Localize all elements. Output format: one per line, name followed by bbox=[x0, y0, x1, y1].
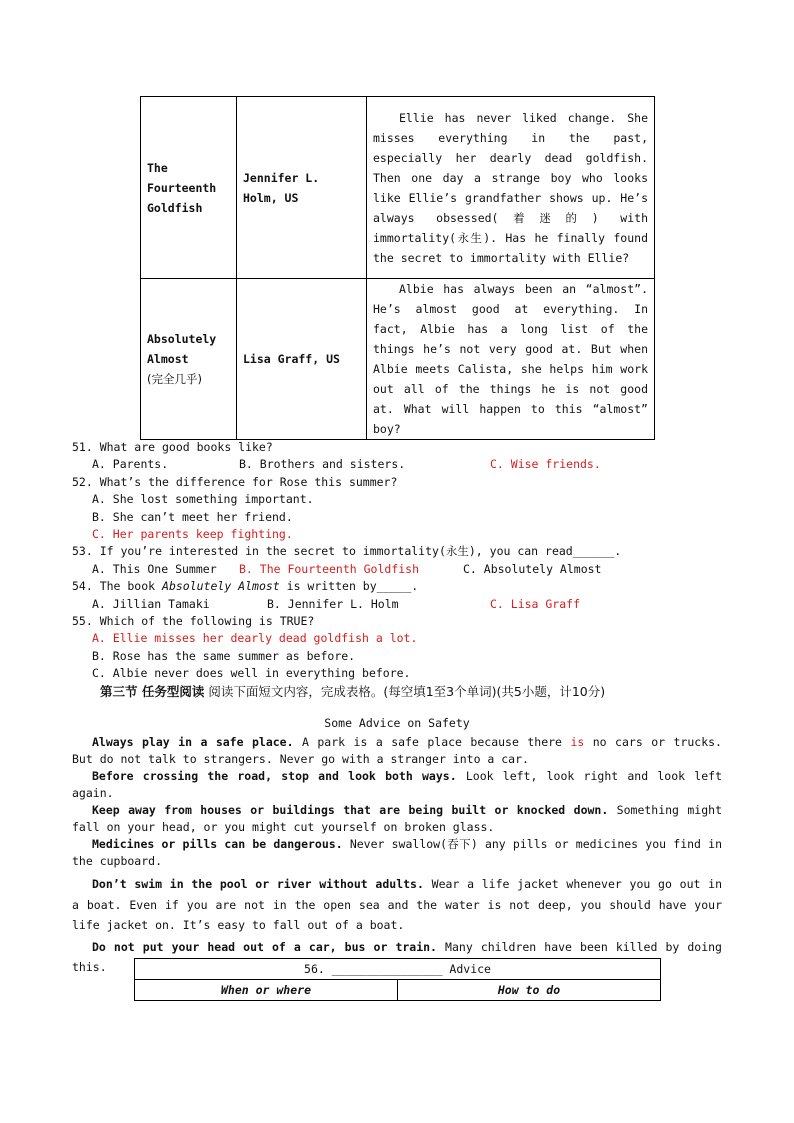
book-title bbox=[141, 97, 237, 279]
book-title-cn: (完全几乎) bbox=[147, 372, 202, 386]
question-51-options bbox=[72, 456, 752, 473]
question-stem: 55. Which of the following is TRUE? bbox=[72, 613, 315, 628]
question-54 bbox=[72, 578, 752, 595]
paragraph-text: Something might fall on your head, or you might cut yourself on broken glass. bbox=[72, 803, 723, 834]
paragraph-text: Many children have been killed by doing this. bbox=[72, 939, 722, 974]
option-c: C. Albie never does well in everything before. bbox=[92, 666, 411, 681]
question-stem: 54. The book bbox=[72, 579, 163, 594]
paragraph-1 bbox=[72, 734, 722, 768]
table-row bbox=[135, 959, 661, 980]
table-row bbox=[141, 97, 655, 279]
paragraph-lead: Always play in a safe place. bbox=[92, 735, 294, 749]
section-title: 第三节 任务型阅读 bbox=[100, 684, 205, 699]
option-b: B. Brothers and sisters. bbox=[239, 457, 406, 472]
paragraph-5 bbox=[72, 874, 722, 936]
paragraph-lead: Medicines or pills can be dangerous. bbox=[92, 837, 343, 851]
paragraph-text: Wear a life jacket whenever you go out in a boat. Even if you are not in the open sea and the water is not deep, you should have your life jacket on. It’s easy to fall out of a boat. bbox=[72, 877, 722, 932]
book-author-text: Jennifer L. Holm, US bbox=[243, 170, 320, 205]
book-title-text: The Fourteenth Goldfish bbox=[147, 160, 217, 215]
question-54-options bbox=[72, 596, 752, 613]
question-list bbox=[72, 439, 752, 682]
paragraph-text: no cars or trucks. But do not talk to strangers. Never go with a stranger into a car. bbox=[72, 735, 722, 766]
option-b: B. Jennifer L. Holm bbox=[267, 596, 399, 611]
option-b: B. Rose has the same summer as before. bbox=[92, 648, 356, 663]
paragraph-3 bbox=[72, 802, 722, 836]
paragraph-lead: Don’t swim in the pool or river without adults. bbox=[92, 877, 424, 891]
option-c-answer: C. Lisa Graff bbox=[490, 596, 581, 611]
option-c: C. Absolutely Almost bbox=[463, 561, 602, 576]
question-53 bbox=[72, 543, 752, 560]
passage bbox=[72, 734, 722, 978]
paragraph-text: A park is a safe place because there bbox=[293, 735, 571, 749]
question-stem: 53. If you’re interested in the secret to immortality(永生), you can read______. bbox=[72, 544, 622, 559]
paragraph-lead: Keep away from houses or buildings that are being built or knocked down. bbox=[92, 803, 609, 817]
section-heading bbox=[100, 682, 605, 700]
option-b: B. She can’t meet her friend. bbox=[92, 509, 293, 524]
advice-table-header: 56. ________________ Advice bbox=[135, 959, 661, 980]
book-title bbox=[141, 279, 237, 440]
option-b-answer: B. The Fourteenth Goldfish bbox=[239, 561, 420, 576]
question-stem: 51. What are good books like? bbox=[72, 440, 273, 454]
paragraph-4 bbox=[72, 836, 722, 870]
book-description bbox=[367, 97, 655, 279]
option-a: A. This One Summer bbox=[92, 561, 217, 576]
paragraph-2 bbox=[72, 768, 722, 802]
option-c-answer: C. Her parents keep fighting. bbox=[92, 526, 293, 541]
column-header-how-to-do: How to do bbox=[398, 980, 661, 1001]
book-author bbox=[237, 279, 367, 440]
question-52 bbox=[72, 474, 752, 491]
passage-title: Some Advice on Safety bbox=[324, 716, 470, 730]
book-author bbox=[237, 97, 367, 279]
book-title-text: Absolutely Almost bbox=[147, 332, 217, 366]
question-stem: 52. What’s the difference for Rose this summer? bbox=[72, 474, 398, 489]
question-53-options bbox=[72, 561, 752, 578]
option-c-answer: C. Wise friends. bbox=[490, 457, 601, 472]
table-row bbox=[141, 279, 655, 440]
table-row bbox=[135, 980, 661, 1001]
paragraph-text: Never swallow(吞下) any pills or medicines you find in the cupboard. bbox=[72, 837, 723, 868]
advice-table bbox=[134, 958, 661, 1001]
question-55 bbox=[72, 613, 752, 630]
option-a: A. Parents. bbox=[92, 457, 169, 472]
book-description-text: Albie has always been an “almost”. He’s almost good at everything. In fact, Albie has a long list of the things he’s not very good at. But when Albie meets Calista, she helps him work out all of the things he is not good at. What will happen to this “almost” boy? bbox=[373, 282, 648, 436]
option-a: A. Jillian Tamaki bbox=[92, 596, 210, 611]
option-a-answer: A. Ellie misses her dearly dead goldfish a lot. bbox=[92, 631, 418, 646]
column-header-when-where: When or where bbox=[135, 980, 398, 1001]
book-description-text: Ellie has never liked change. She misses everything in the past, especially her dearly dead goldfish. Then one day a strange boy who looks like Ellie’s grandfather shows up. He’s always obsessed(着迷的) with immortality(永生). Has he finally found the secret to immortality with Ellie? bbox=[373, 110, 648, 265]
paragraph-lead: Do not put your head out of a car, bus or train. bbox=[92, 939, 437, 954]
paragraph-lead: Before crossing the road, stop and look both ways. bbox=[92, 769, 457, 783]
option-a: A. She lost something important. bbox=[92, 492, 314, 507]
book-table bbox=[140, 96, 655, 440]
paragraph-text: Look left, look right and look left again. bbox=[72, 769, 723, 800]
book-author-text: Lisa Graff, US bbox=[243, 352, 340, 366]
section-instruction: 阅读下面短文内容，完成表格。(每空填1至3个单词)(共5小题，计10分) bbox=[208, 684, 606, 699]
book-title-italic: Absolutely Almost bbox=[162, 579, 280, 594]
question-stem-end: is written by_____. bbox=[279, 579, 419, 594]
book-description bbox=[367, 279, 655, 440]
correction-word: is bbox=[570, 735, 585, 749]
question-51 bbox=[72, 439, 752, 456]
